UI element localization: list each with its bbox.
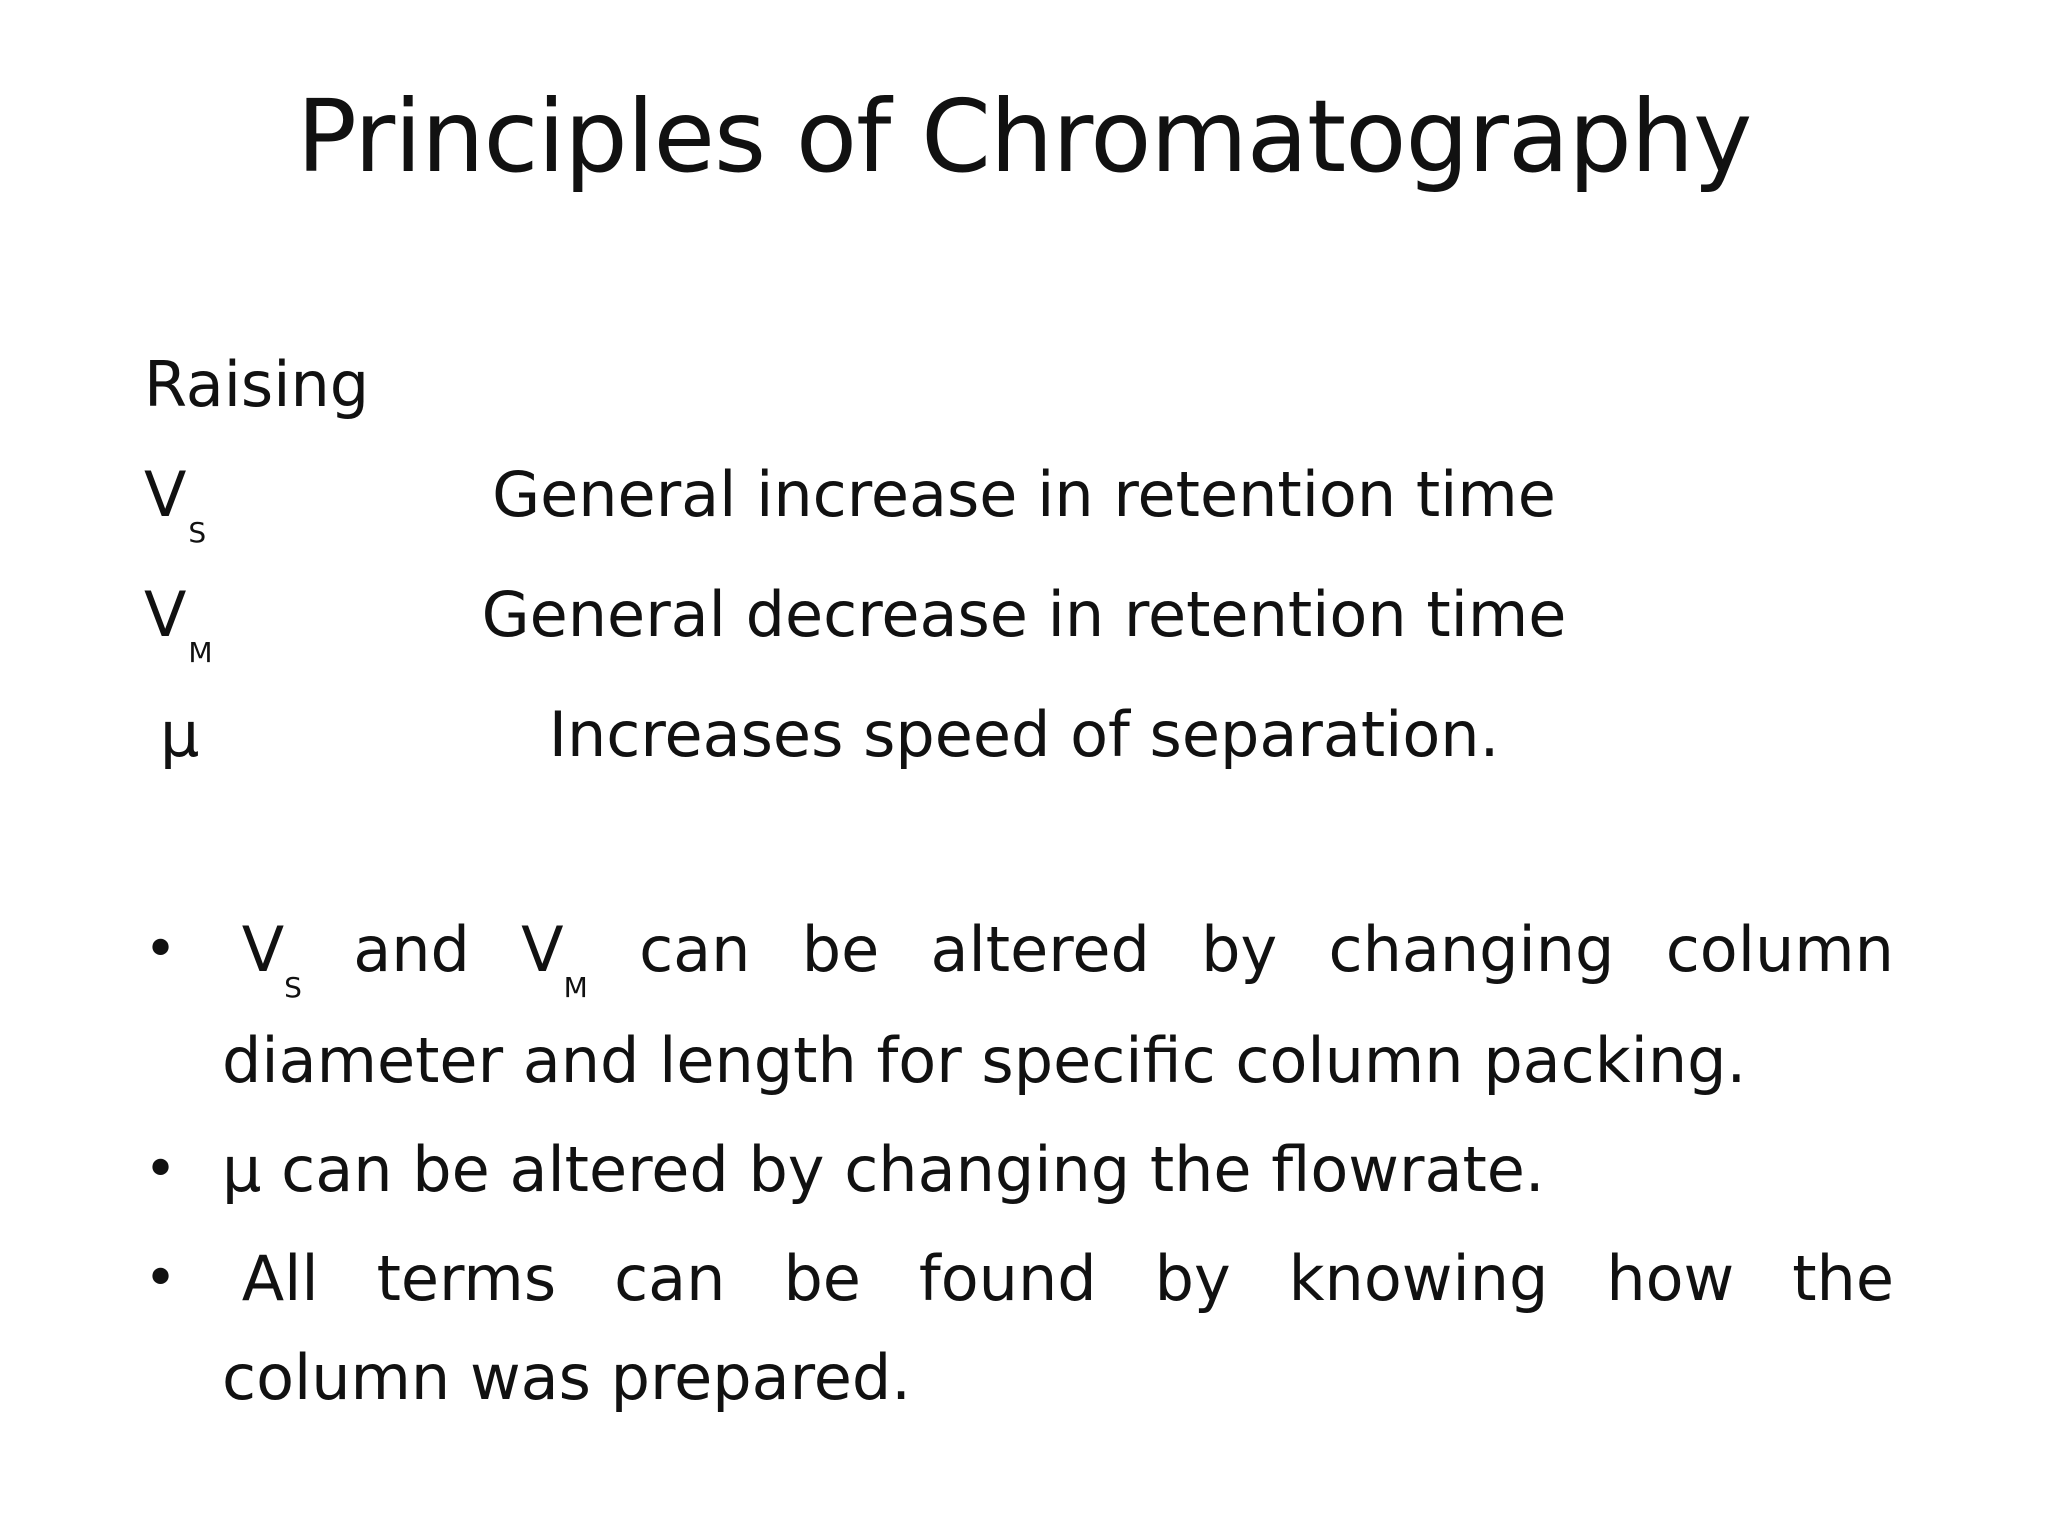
bullet-dot: • xyxy=(144,1137,178,1202)
effect-vm: General decrease in retention time xyxy=(481,578,1567,651)
bullet-word: and xyxy=(353,913,470,986)
variable-subscript: S xyxy=(188,516,207,549)
bullet-word: by xyxy=(1201,913,1278,986)
bullet-word: by xyxy=(1154,1242,1231,1315)
bullet-word: knowing xyxy=(1288,1242,1549,1315)
bullet-item xyxy=(144,1229,1894,1427)
bullet-item xyxy=(144,900,1894,1110)
bullet-word: All xyxy=(241,1242,319,1315)
bullet-word: the xyxy=(1792,1242,1894,1315)
bullet-word: found xyxy=(918,1242,1097,1315)
bullet-line: diameter and length for specific column packing. xyxy=(222,1024,1747,1097)
raising-heading: Raising xyxy=(144,348,370,421)
bullet-line xyxy=(222,1229,1894,1328)
bullet-dot: • xyxy=(144,1246,178,1311)
bullet-text: μ can be altered by changing the flowrate. xyxy=(222,1133,1545,1206)
variable-symbol: V xyxy=(144,578,187,651)
bullet-word: how xyxy=(1606,1242,1735,1315)
bullet-word: $V_S$ xyxy=(241,913,302,1004)
variable-symbol: μ xyxy=(160,698,200,771)
variable-subscript: M xyxy=(188,636,213,669)
bullet-word: can xyxy=(614,1242,726,1315)
bullet-word: column xyxy=(1665,913,1894,986)
variable-symbol: V xyxy=(144,458,187,531)
bullet-word: $V_M$ xyxy=(521,913,588,1004)
bullet-word: can xyxy=(639,913,751,986)
bullet-line: column was prepared. xyxy=(222,1341,911,1414)
bullet-dot: • xyxy=(144,917,178,982)
bullet-word: altered xyxy=(930,913,1150,986)
bullet-word: changing xyxy=(1328,913,1615,986)
bullet-word: terms xyxy=(376,1242,557,1315)
bullet-list xyxy=(144,900,1894,1437)
effect-vs: General increase in retention time xyxy=(492,458,1556,531)
slide-title: Principles of Chromatography xyxy=(296,78,1752,195)
effect-mu: Increases speed of separation. xyxy=(548,698,1500,771)
bullet-line xyxy=(222,900,1894,1011)
bullet-word: be xyxy=(801,913,880,986)
bullet-word: be xyxy=(783,1242,861,1315)
bullet-item xyxy=(144,1120,1894,1219)
